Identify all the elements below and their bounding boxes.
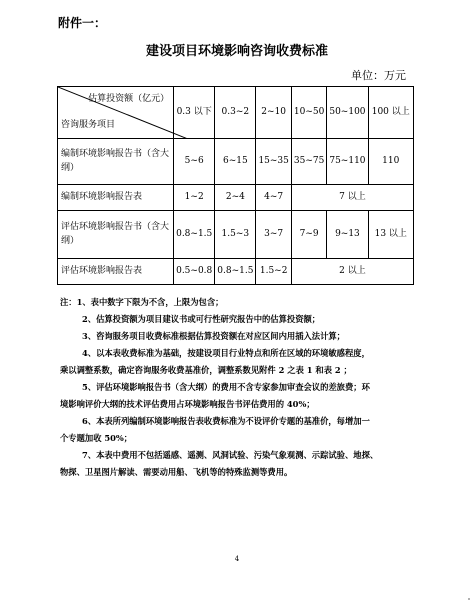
row-label: 评估环境影响报告书（含大纲） xyxy=(58,211,174,259)
table-cell: 0.5~0.8 xyxy=(174,259,215,285)
table-cell: 0.8~1.5 xyxy=(174,211,215,259)
row-label: 评估环境影响报告表 xyxy=(58,259,174,285)
table-cell: 1~2 xyxy=(174,185,215,211)
note-line: 3、咨询服务项目收费标准根据估算投资额在对应区间内用插入法计算； xyxy=(82,331,345,341)
fee-table xyxy=(57,86,414,285)
header-investment: 估算投资额（亿元） xyxy=(88,94,170,104)
annex-label: 附件一： xyxy=(58,16,107,30)
table-cell: 3~7 xyxy=(256,211,291,259)
document-title: 建设项目环境影响咨询收费标准 xyxy=(145,44,328,59)
table-cell: 0.8~1.5 xyxy=(215,259,256,285)
column-header: 50~100 xyxy=(327,87,368,139)
row-label: 编制环境影响报告书（含大纲） xyxy=(58,139,174,185)
table-row xyxy=(58,139,414,185)
column-header: 2~10 xyxy=(256,87,291,139)
table-cell-merged: 7 以上 xyxy=(291,185,413,211)
diagonal-header-cell xyxy=(58,87,174,139)
note-line: 6、本表所列编制环境影响报告表收费标准为不设评价专题的基准价，每增加一 xyxy=(82,416,370,426)
table-cell: 7~9 xyxy=(291,211,326,259)
row-label: 编制环境影响报告表 xyxy=(58,185,174,211)
note-line: 物探、卫星图片解读、需要动用船、飞机等的特殊监测等费用。 xyxy=(60,467,293,477)
table-row xyxy=(58,185,414,211)
table-cell: 15~35 xyxy=(256,139,291,185)
table-cell: 110 xyxy=(368,139,413,185)
note-line: 个专题加收 50%； xyxy=(60,433,133,443)
table-cell: 9~13 xyxy=(327,211,368,259)
column-header: 0.3~2 xyxy=(215,87,256,139)
table-cell: 35~75 xyxy=(291,139,326,185)
table-cell: 5~6 xyxy=(174,139,215,185)
table-cell: 4~7 xyxy=(256,185,291,211)
note-line: 7、本表中费用不包括遥感、遥测、风洞试验、污染气象观测、示踪试验、地探、 xyxy=(82,450,379,460)
table-cell: 1.5~2 xyxy=(256,259,291,285)
table-cell-merged: 2 以上 xyxy=(291,259,413,285)
note-line: 注：1、表中数字下限为不含，上限为包含； xyxy=(60,297,224,307)
note-line: 4、以本表收费标准为基础，按建设项目行业特点和所在区域的环境敏感程度， xyxy=(82,348,370,358)
column-header: 100 以上 xyxy=(368,87,413,139)
table-cell: 2~4 xyxy=(215,185,256,211)
table-cell: 6~15 xyxy=(215,139,256,185)
column-header: 0.3 以下 xyxy=(174,87,215,139)
column-header: 10~50 xyxy=(291,87,326,139)
corner-dot xyxy=(468,598,470,600)
table-row xyxy=(58,211,414,259)
note-line: 5、评估环境影响报告书（含大纲）的费用不含专家参加审查会议的差旅费；环 xyxy=(82,382,370,392)
page-number: 4 xyxy=(234,555,240,563)
table-cell: 1.5~3 xyxy=(215,211,256,259)
notes-section xyxy=(60,294,420,481)
note-line: 2、估算投资额为项目建议书或可行性研究报告中的估算投资额； xyxy=(82,314,321,324)
unit-label: 单位：万元 xyxy=(351,69,406,82)
table-row xyxy=(58,259,414,285)
note-line: 乘以调整系数，确定咨询服务收费基准价，调整系数见附件 2 之表 1 和表 2 ； xyxy=(60,365,352,375)
table-cell: 13 以上 xyxy=(368,211,413,259)
header-service: 咨询服务项目 xyxy=(61,119,116,130)
table-header-row xyxy=(58,87,414,139)
table-cell: 75~110 xyxy=(327,139,368,185)
note-line: 境影响评价大纲的技术评估费用占环境影响报告书评估费用的 40%； xyxy=(60,399,315,409)
